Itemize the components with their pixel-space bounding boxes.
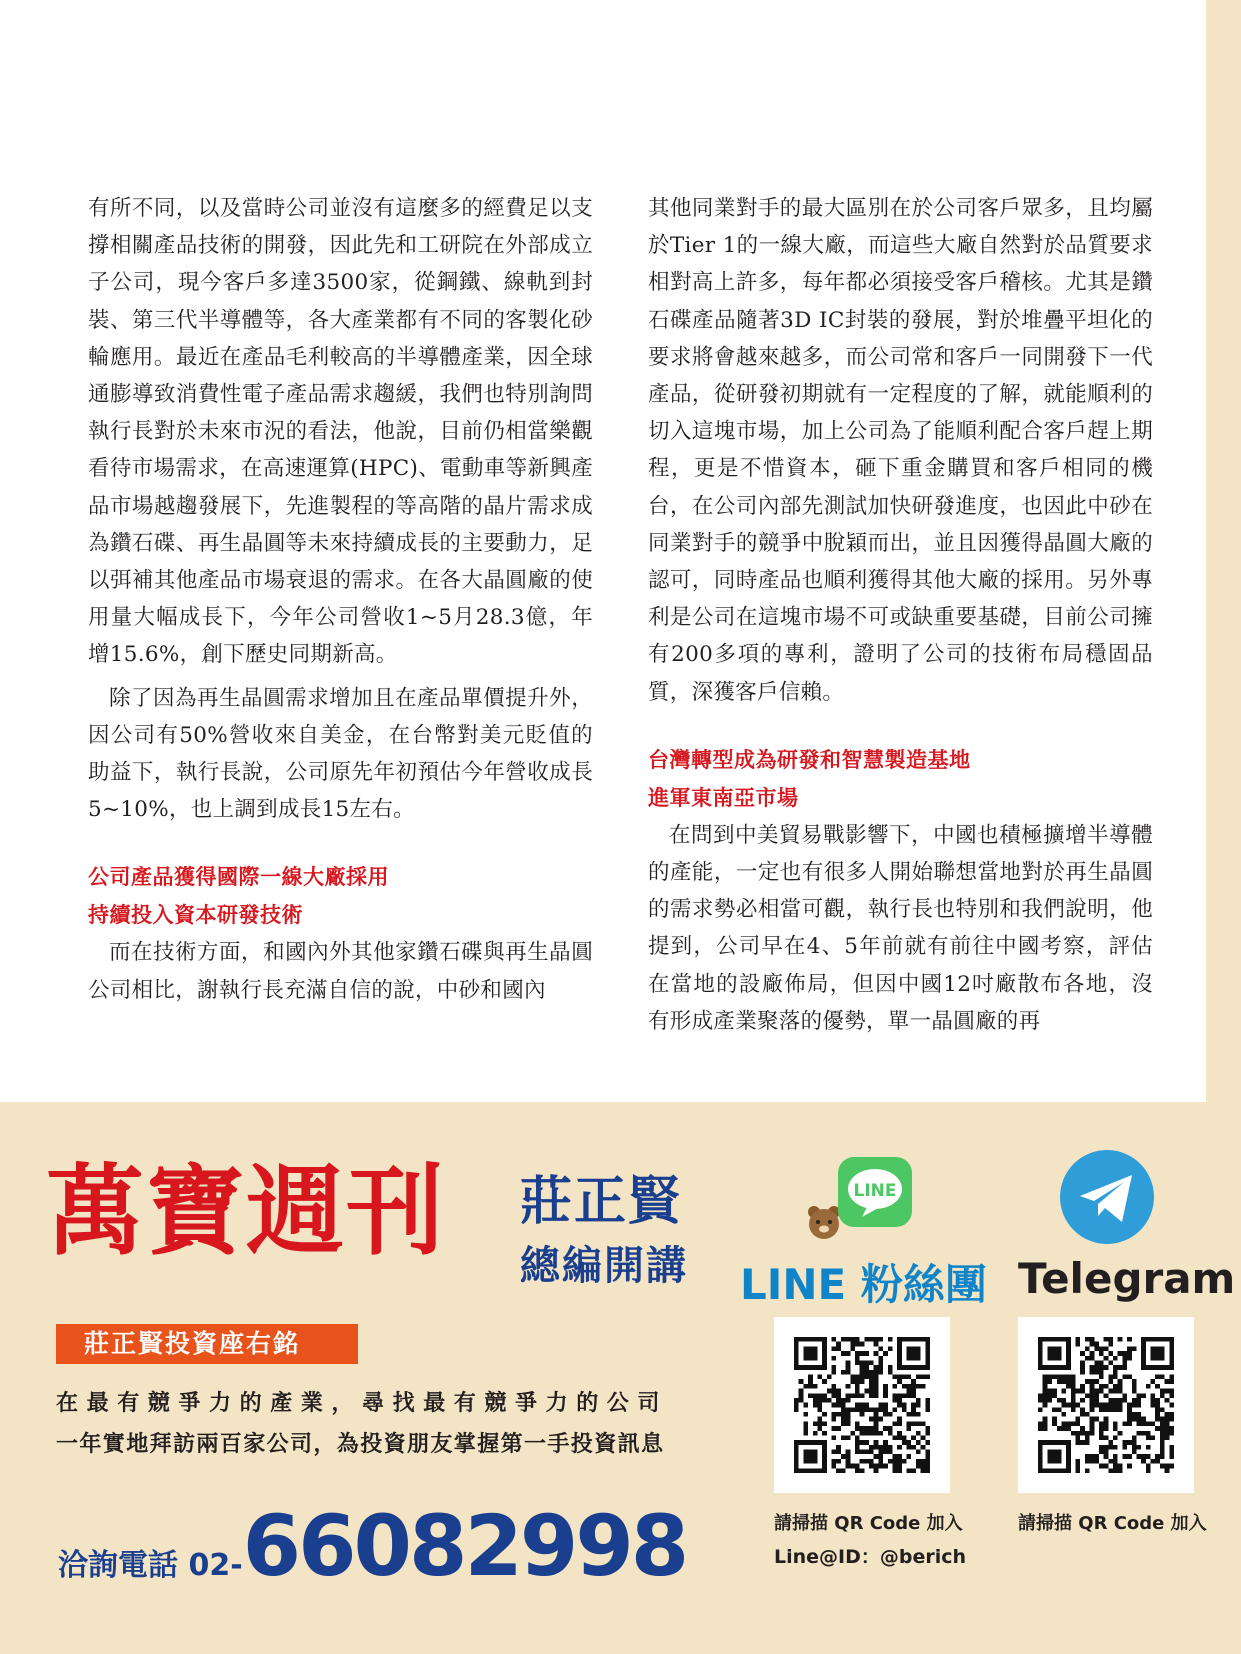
side-decor-strip [1206,0,1241,1102]
line-qr-code[interactable] [774,1317,950,1493]
advertisement-banner [0,1102,1241,1654]
qr-code-icon [794,1337,930,1473]
bear-sticker-icon [806,1204,842,1240]
article-right-column [648,190,1153,1040]
section-heading-line: 進軍東南亞市場 [648,785,799,810]
editor-role: 總編開講 [520,1243,688,1289]
brand-title: 萬寶週刊 [46,1155,447,1269]
editor-name: 莊正賢 [520,1172,683,1232]
line-logo-text: LINE [853,1181,897,1201]
telegram-qr-code[interactable] [1018,1317,1194,1493]
qr-caption: 請掃描 QR Code 加入 [774,1513,963,1534]
section-heading [648,741,1153,817]
phone-label: 洽詢電話 02- [58,1548,243,1583]
contact-phone[interactable] [58,1497,686,1595]
paragraph: 而在技術方面，和國內外其他家鑽石碟與再生晶圓公司相比，謝執行長充滿自信的說，中砂和國內 [88,940,593,1003]
paragraph: 有所不同，以及當時公司並沒有這麼多的經費足以支撐相關產品技術的開發，因此先和工研院在外部成立子公司，現今客戶多達3500家，從鋼鐵、線軌到封裝、第三代半導體等，各大產業都有不同的客製化砂輪應用。最近在產品毛利較高的半導體產業，因全球通膨導致消費性電子產品需求趨緩，我們也特別詢問執行長對於未來市況的看法，他說，目前仍相當樂觀看待市場需求，在高速運算(HPC)、電動車等新興產品市場越趨發展下，先進製程的等高階的晶片需求成為鑽石碟、再生晶圓等未來持續成長的主要動力，足以弭補其他產品市場衰退的需求。在各大晶圓廠的使用量大幅成長下，今年公司營收1~5月28.3億，年增15.6%，創下歷史同期新高。 [88,196,593,668]
section-heading-line: 公司產品獲得國際一線大廠採用 [88,865,389,890]
article-left-column [88,190,593,1009]
editor-block [520,1172,688,1292]
motto-line: 在最有競爭力的產業，尋找最有競爭力的公司 [56,1391,669,1416]
motto-line: 一年實地拜訪兩百家公司，為投資朋友掌握第一手投資訊息 [56,1432,665,1457]
phone-number: 66082998 [242,1497,687,1595]
section-heading-line: 台灣轉型成為研發和智慧製造基地 [648,747,971,772]
line-fanclub-label: LINE 粉絲團 [740,1260,987,1309]
telegram-logo-icon[interactable] [1060,1150,1154,1244]
paragraph: 除了因為再生晶圓需求增加且在產品單價提升外，因公司有50%營收來自美金，在台幣對美元貶值的助益下，執行長說，公司原先年初預估今年營收成長5~10%，也上調到成長15左右。 [88,685,593,823]
paragraph: 在問到中美貿易戰影響下，中國也積極擴增半導體的產能，一定也有很多人開始聯想當地對於再生晶圓的需求勢必相當可觀，執行長也特別和我們說明，他提到，公司早在4、5年前就有前往中國考察，評估在當地的設廠佈局，但因中國12吋廠散布各地，沒有形成產業聚落的優勢，單一晶圓廠的再 [648,822,1153,1034]
paragraph: 其他同業對手的最大區別在於公司客戶眾多，且均屬於Tier 1的一線大廠，而這些大廠自然對於品質要求相對高上許多，每年都必須接受客戶稽核。尤其是鑽石碟產品隨著3D IC封裝的發展，對於堆疊平坦化的要求將會越來越多，而公司常和客戶一同開發下一代產品，從研發初期就有一定程度的了解，就能順利的切入這塊市場，加上公司為了能順利配合客戶趕上期程，更是不惜資本，砸下重金購買和客戶相同的機台，在公司內部先測試加快研發進度，也因此中砂在同業對手的競爭中脫穎而出，並且因獲得晶圓大廠的認可，同時產品也順利獲得其他大廠的採用。另外專利是公司在這塊市場不可或缺重要基礎，目前公司擁有200多項的專利，證明了公司的技術布局穩固品質，深獲客戶信賴。 [648,196,1153,705]
qr-code-icon [1038,1337,1174,1473]
qr-caption: 請掃描 QR Code 加入 [1018,1513,1207,1534]
line-logo-icon[interactable] [838,1157,912,1227]
section-heading [88,858,593,934]
motto-tag: 莊正賢投資座右銘 [56,1324,358,1364]
section-heading-line: 持續投入資本研發技術 [88,903,303,928]
line-id: Line@ID：@berich [774,1546,967,1568]
telegram-label: Telegram [1018,1254,1236,1303]
